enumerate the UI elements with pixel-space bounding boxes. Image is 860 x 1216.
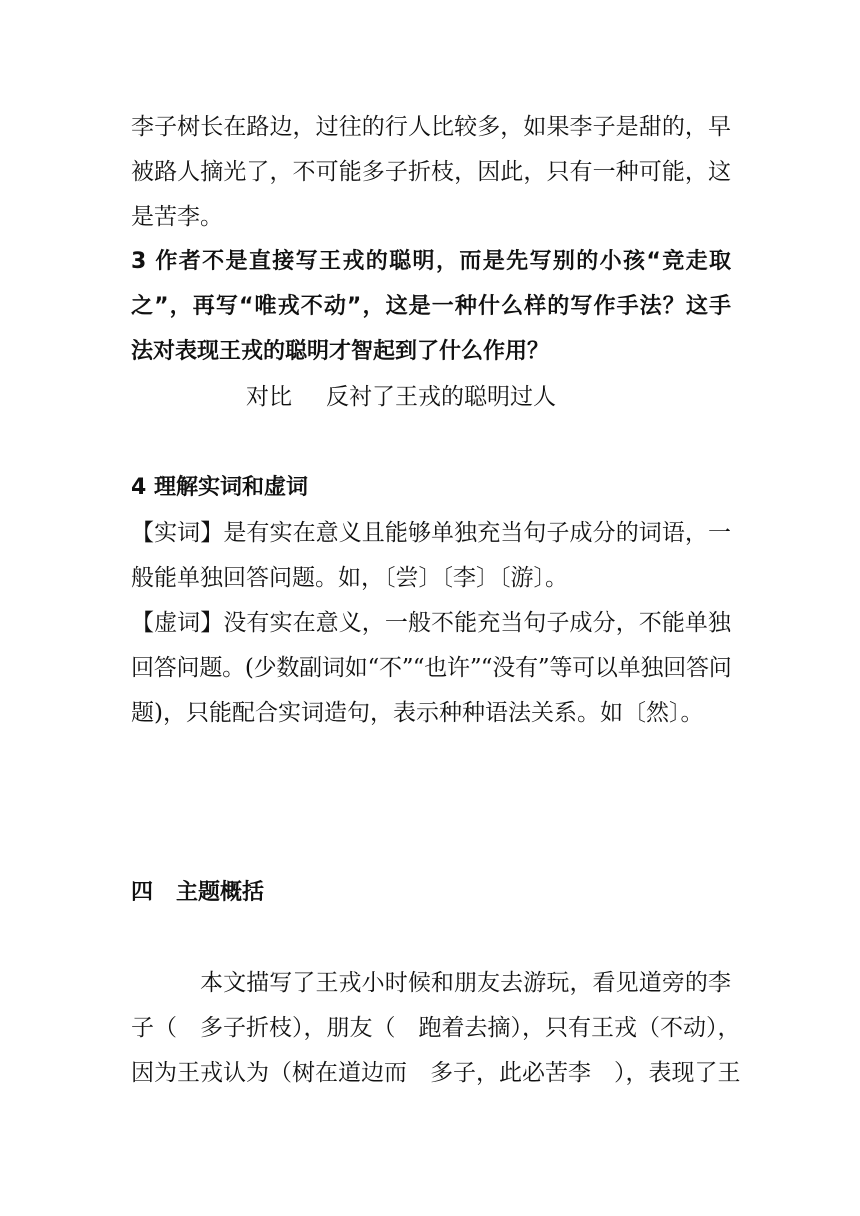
answer-text-line-1: 李子树长在路边，过往的行人比较多，如果李子是甜的，早: [131, 114, 731, 140]
question-3-line-3: 法对表现王戎的聪明才智起到了什么作用？: [131, 339, 550, 364]
answer-text-line-3: 是苦李。: [131, 204, 223, 230]
xuci-definition-text: 没有实在意义，一般不能充当句子成分，不能单独: [223, 610, 732, 636]
question-3-line-2: 之”，再写“唯戎不动”，这是一种什么样的写作手法？这手: [131, 294, 731, 319]
summary-line-1: 本文描写了王戎小时候和朋友去游玩，看见道旁的李: [200, 970, 731, 996]
xuci-definition-line-1: [131, 608, 731, 638]
part-4-number: 四: [131, 880, 154, 905]
shici-definition-line-2: 般能单独回答问题。如，〔尝〕〔李〕〔游〕。: [131, 565, 568, 591]
answer-method: 对比: [246, 384, 292, 410]
shici-definition-line-1: [131, 518, 731, 548]
summary-line-3: 因为王戎认为（树在道边而 多子，此必苦李 ），表现了王: [131, 1060, 741, 1086]
section-4-title: 4 理解实词和虚词: [131, 475, 308, 500]
xuci-definition-line-2: 回答问题。(少数副词如“不”“也许”“没有”等可以单独回答问: [131, 655, 731, 681]
xuci-term: 【虚词】: [131, 610, 224, 636]
question-3-line-1: 3 作者不是直接写王戎的聪明，而是先写别的小孩“竞走取: [131, 249, 731, 274]
answer-effect: 反衬了王戎的聪明过人: [326, 384, 556, 410]
answer-text-line-2: 被路人摘光了，不可能多子折枝，因此，只有一种可能，这: [131, 159, 731, 185]
xuci-definition-line-3: 题)，只能配合实词造句，表示种种语法关系。如〔然〕。: [131, 700, 704, 726]
shici-term: 【实词】: [131, 520, 224, 546]
summary-line-2: 子（ 多子折枝），朋友（ 跑着去摘），只有王戎（不动），: [131, 1015, 741, 1041]
part-4-title: 主题概括: [176, 880, 265, 905]
shici-definition-text: 是有实在意义且能够单独充当句子成分的词语，一: [223, 520, 732, 546]
